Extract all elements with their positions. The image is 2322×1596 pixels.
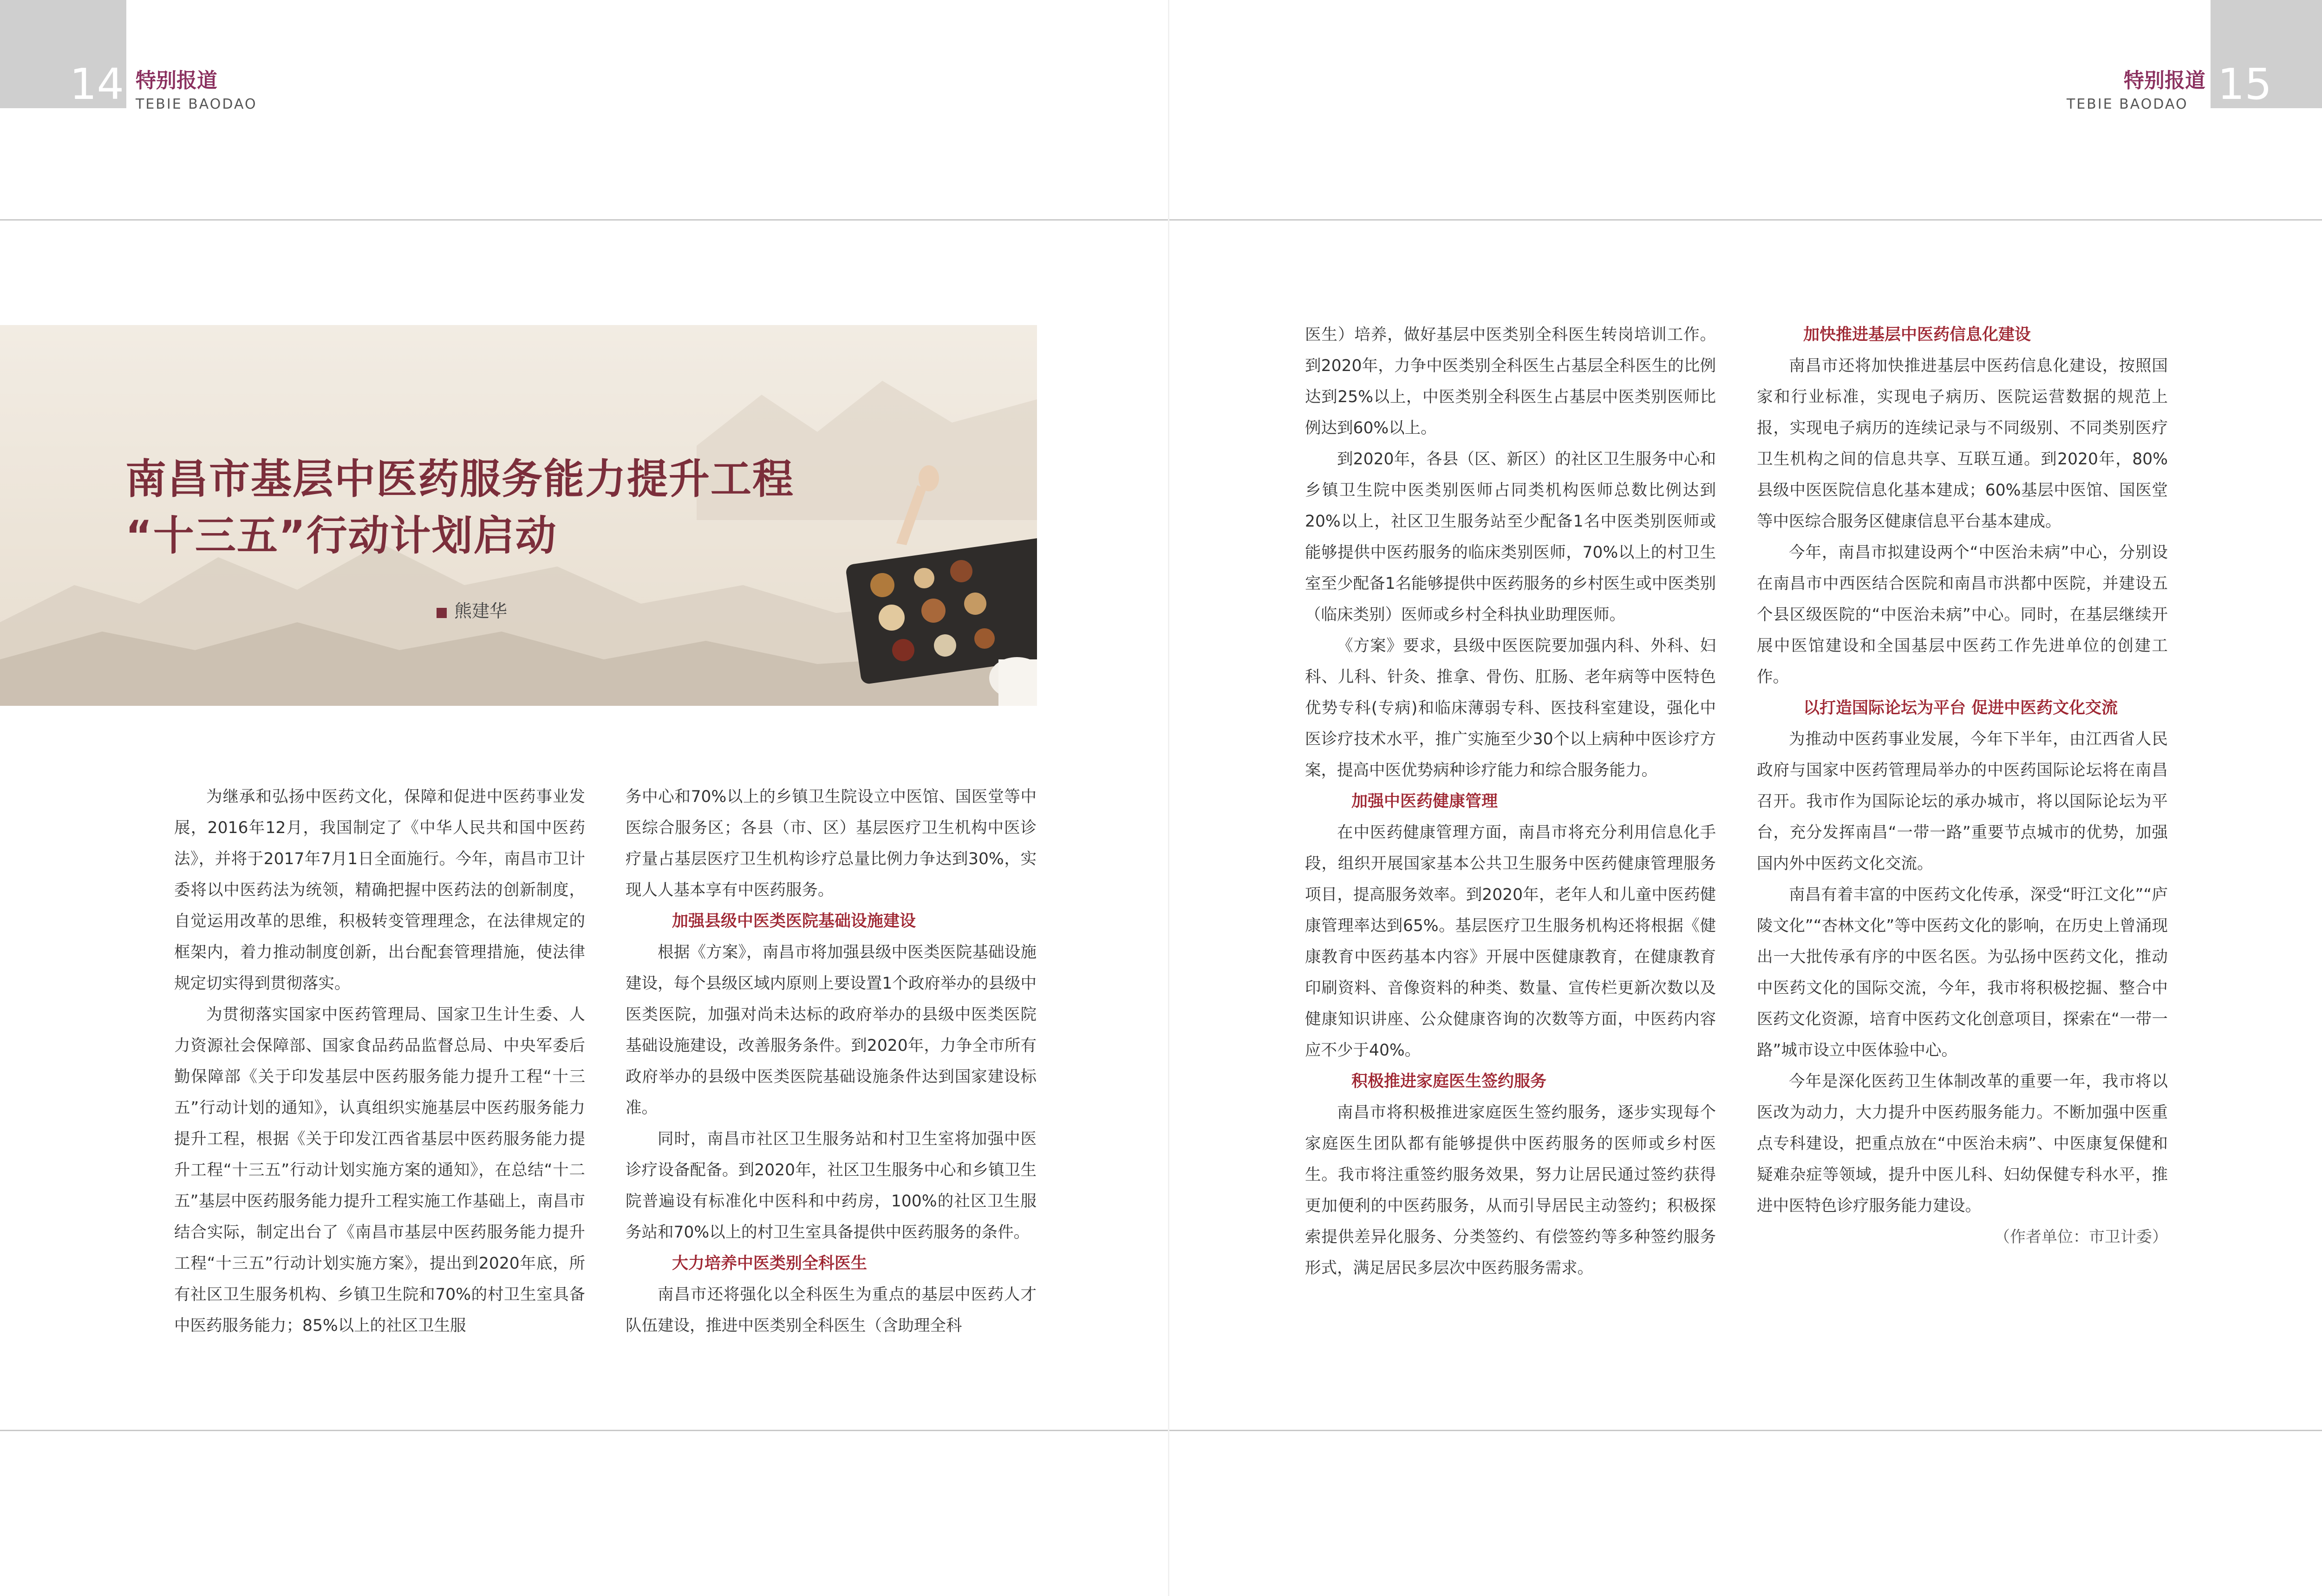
author-byline (437, 597, 507, 622)
article-title-line1: 南昌市基层中医药服务能力提升工程 (125, 455, 795, 503)
paragraph: 南昌市还将加快推进基层中医药信息化建设，按照国家和行业标准，实现电子病历、医院运营数据的规范上报，实现电子病历的连续记录与不同级别、不同类别医疗卫生机构之间的信息共享、互联互通。到2020年，80%县级中医医院信息化基本建成；60%基层中医馆、国医堂等中医综合服务区健康信息平台基本建成。 (1757, 357, 2168, 531)
footer-divider (0, 1430, 2322, 1431)
hero-banner (0, 325, 1037, 706)
paragraph: 南昌市还将强化以全科医生为重点的基层中医药人才队伍建设，推进中医类别全科医生（含助理全科 (626, 1285, 1037, 1335)
paragraph: 根据《方案》，南昌市将加强县级中医类医院基础设施建设，每个县级区域内原则上要设置1个政府举办的县级中医类医院，加强对尚未达标的政府举办的县级中医类医院基础设施建设，改善服务条件。到2020年，力争全市所有政府举办的县级中医类医院基础设施条件达到国家建设标准。 (626, 943, 1037, 1117)
subheading: 积极推进家庭医生签约服务 (1351, 1072, 1547, 1091)
paragraph: 务中心和70%以上的乡镇卫生院设立中医馆、国医堂等中医综合服务区；各县（市、区）基层医疗卫生机构中医诊疗量占基层医疗卫生机构诊疗总量比例力争达到30%，实现人人基本享有中医药服务。 (626, 788, 1037, 899)
article-title-line2: “十三五”行动计划启动 (125, 512, 557, 560)
header-divider (0, 219, 2322, 221)
paragraph: 医生）培养，做好基层中医类别全科医生转岗培训工作。到2020年，力争中医类别全科医生占基层全科医生的比例达到25%以上，中医类别全科医生占基层中医类别医师比例达到60%以上。 (1305, 326, 1716, 437)
subheading: 以打造国际论坛为平台 促进中医药文化交流 (1803, 699, 2118, 717)
subheading: 加强县级中医类医院基础设施建设 (672, 912, 916, 931)
column-2 (626, 782, 1037, 1342)
page-number-right: 15 (2218, 59, 2272, 109)
paragraph: 在中医药健康管理方面，南昌市将充分利用信息化手段，组织开展国家基本公共卫生服务中医药健康管理服务项目，提高服务效率。到2020年，老年人和儿童中医药健康管理率达到65%。基层医疗卫生服务机构还将根据《健康教育中医药基本内容》开展中医健康教育，在健康教育印刷资料、音像资料的种类、数量、宣传栏更新次数以及健康知识讲座、公众健康咨询的次数等方面，中医药内容应不少于40%。 (1305, 823, 1716, 1060)
subheading: 加快推进基层中医药信息化建设 (1803, 326, 2031, 344)
column-4 (1757, 319, 2168, 1253)
subheading: 加强中医药健康管理 (1351, 792, 1498, 811)
column-3 (1305, 319, 1716, 1284)
paragraph: 到2020年，各县（区、新区）的社区卫生服务中心和乡镇卫生院中医类别医师占同类机构医师总数比例达到20%以上，社区卫生服务站至少配备1名中医类别医师或能够提供中医药服务的临床类别医师，70%以上的村卫生室至少配备1名能够提供中医药服务的乡村医生或中医类别（临床类别）医师或乡村全科执业助理医师。 (1305, 450, 1716, 624)
section-title-left: 特别报道 (136, 69, 217, 92)
paragraph: 为贯彻落实国家中医药管理局、国家卫生计生委、人力资源社会保障部、国家食品药品监督总局、中央军委后勤保障部《关于印发基层中医药服务能力提升工程“十三五”行动计划的通知》，认真组织实施基层中医药服务能力提升工程，根据《关于印发江西省基层中医药服务能力提升工程“十三五”行动计划实施方案的通知》，在总结“十二五”基层中医药服务能力提升工程实施工作基础上，南昌市结合实际，制定出台了《南昌市基层中医药服务能力提升工程“十三五”行动计划实施方案》，提出到2020年底，所有社区卫生服务机构、乡镇卫生院和70%的村卫生室具备中医药服务能力；85%以上的社区卫生服 (174, 1005, 585, 1335)
section-title-right: 特别报道 (2124, 69, 2205, 92)
column-1 (174, 782, 585, 1342)
paragraph: 为推动中医药事业发展，今年下半年，由江西省人民政府与国家中医药管理局举办的中医药国际论坛将在南昌召开。我市作为国际论坛的承办城市，将以国际论坛为平台，充分发挥南昌“一带一路”重要节点城市的优势，加强国内外中医药文化交流。 (1757, 730, 2168, 873)
section-subtitle-left: TEBIE BAODAO (136, 96, 257, 112)
paragraph: 南昌有着丰富的中医药文化传承，深受“盱江文化”“庐陵文化”“杏林文化”等中医药文化的影响，在历史上曾涌现出一大批传承有序的中医名医。为弘扬中医药文化，推动中医药文化的国际交流，今年，我市将积极挖掘、整合中医药文化资源，培育中医药文化创意项目，探索在“一带一路”城市设立中医体验中心。 (1757, 886, 2168, 1060)
paragraph: 同时，南昌市社区卫生服务站和村卫生室将加强中医诊疗设备配备。到2020年，社区卫生服务中心和乡镇卫生院普遍设有标准化中医科和中药房，100%的社区卫生服务站和70%以上的村卫生室具备提供中医药服务的条件。 (626, 1130, 1037, 1242)
section-subtitle-right: TEBIE BAODAO (2067, 96, 2188, 112)
paragraph: 南昌市将积极推进家庭医生签约服务，逐步实现每个家庭医生团队都有能够提供中医药服务的医师或乡村医生。我市将注重签约服务效果，努力让居民通过签约获得更加便利的中医药服务，从而引导居民主动签约；积极探索提供差异化服务、分类签约、有偿签约等多种签约服务形式，满足居民多层次中医药服务需求。 (1305, 1103, 1716, 1277)
author-name: 熊建华 (454, 601, 508, 621)
author-affiliation: （作者单位：市卫计委） (1994, 1228, 2168, 1246)
paragraph: 为继承和弘扬中医药文化，保障和促进中医药事业发展，2016年12月，我国制定了《中华人民共和国中医药法》，并将于2017年7月1日全面施行。今年，南昌市卫计委将以中医药法为统领，精确把握中医药法的创新制度，自觉运用改革的思维，积极转变管理理念，在法律规定的框架内，着力推动制度创新，出台配套管理措施，使法律规定切实得到贯彻落实。 (174, 788, 585, 993)
paragraph: 今年，南昌市拟建设两个“中医治未病”中心，分别设在南昌市中西医结合医院和南昌市洪都中医院，并建设五个县区级医院的“中医治未病”中心。同时，在基层继续开展中医馆建设和全国基层中医药工作先进单位的创建工作。 (1757, 543, 2168, 686)
paragraph: 今年是深化医药卫生体制改革的重要一年，我市将以医改为动力，大力提升中医药服务能力。不断加强中医重点专科建设，把重点放在“中医治未病”、中医康复保健和疑难杂症等领域，提升中医儿科、妇幼保健专科水平，推进中医特色诊疗服务能力建设。 (1757, 1072, 2168, 1215)
author-marker-icon (437, 608, 447, 618)
paragraph: 《方案》要求，县级中医医院要加强内科、外科、妇科、儿科、针灸、推拿、骨伤、肛肠、老年病等中医特色优势专科(专病)和临床薄弱专科、医技科室建设，强化中医诊疗技术水平，推广实施至少30个以上病种中医诊疗方案，提高中医优势病种诊疗能力和综合服务能力。 (1305, 637, 1716, 780)
subheading: 大力培养中医类别全科医生 (672, 1254, 867, 1273)
page-number-left: 14 (70, 59, 124, 109)
page-gutter (1168, 0, 1169, 1596)
